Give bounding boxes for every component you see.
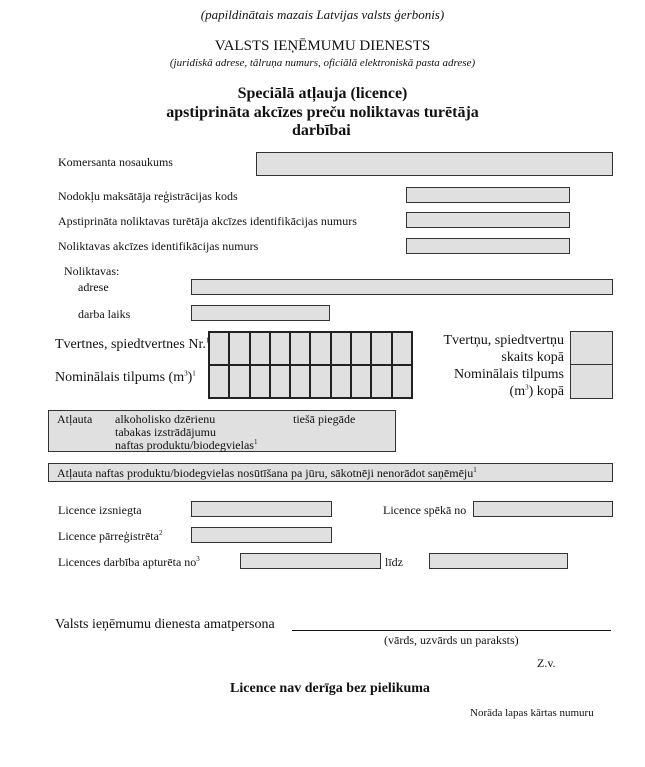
company-field[interactable] xyxy=(256,152,613,176)
tax-code-label: Nodokļu maksātāja reģistrācijas kods xyxy=(58,189,238,203)
tank-number-label: Tvertnes, spiedtvertnes Nr.$^1$ xyxy=(55,336,210,352)
hours-label: darba laiks xyxy=(78,307,131,321)
total-volume-label-1: Nominālais tilpums xyxy=(453,367,564,382)
suspended-until-field[interactable] xyxy=(429,553,568,569)
total-volume-label-2: $(m^3)$ kopā xyxy=(509,383,564,399)
reregistered-field[interactable] xyxy=(191,527,332,543)
hours-field[interactable] xyxy=(191,305,330,321)
keeper-id-field[interactable] xyxy=(406,212,570,228)
tank-volume-cell[interactable] xyxy=(250,365,270,398)
valid-from-field[interactable] xyxy=(473,501,613,517)
page-number-note: Norāda lapas kārtas numuru xyxy=(470,707,594,719)
address-label: adrese xyxy=(78,280,109,294)
tank-number-cell[interactable] xyxy=(290,332,310,365)
organization-details: (juridiskā adrese, tālruņa numurs, oficiālā elektroniskā pasta adrese) xyxy=(169,57,476,69)
tank-number-cell[interactable] xyxy=(270,332,290,365)
title-line-3: darbībai xyxy=(292,122,351,139)
official-label: Valsts ieņēmumu dienesta amatpersona xyxy=(55,617,275,632)
title-line-1: Speciālā atļauja (licence) xyxy=(237,85,408,102)
permit-direct-delivery: tiešā piegāde xyxy=(293,412,356,426)
tank-volume-cell[interactable] xyxy=(229,365,249,398)
warehouse-id-label: Noliktavas akcīzes identifikācijas numurs xyxy=(58,239,259,253)
tax-code-field[interactable] xyxy=(406,187,570,203)
permit-alcohol: alkoholisko dzērienu xyxy=(115,412,216,426)
suspended-label: Licences darbība apturēta $no^3$ xyxy=(58,555,200,569)
tank-volume-cell[interactable] xyxy=(209,365,229,398)
tank-number-cell[interactable] xyxy=(310,332,330,365)
title-line-2: apstiprināta akcīzes preču noliktavas turētāja xyxy=(166,104,479,121)
coat-of-arms-note: (papildinātais mazais Latvijas valsts ģerbonis) xyxy=(200,7,445,22)
company-label: Komersanta nosaukums xyxy=(58,155,173,169)
issued-label: Licence izsniegta xyxy=(58,503,142,517)
tank-volume-cell[interactable] xyxy=(310,365,330,398)
sea-shipment-box xyxy=(48,463,613,482)
permit-tobacco: tabakas izstrādājumu xyxy=(115,425,216,439)
organization-name: VALSTS IEŅĒMUMU DIENESTS xyxy=(214,38,431,54)
tank-volume-cell[interactable] xyxy=(270,365,290,398)
permit-oil: naftas produktu/biodegvielas$^1$ xyxy=(115,438,258,452)
tank-number-cell[interactable] xyxy=(250,332,270,365)
issued-field[interactable] xyxy=(191,501,332,517)
address-field[interactable] xyxy=(191,279,613,295)
tank-volume-cell[interactable] xyxy=(290,365,310,398)
tank-number-cell[interactable] xyxy=(351,332,371,365)
permit-box xyxy=(48,410,396,452)
signature-line[interactable] xyxy=(292,630,611,631)
total-volume-field[interactable] xyxy=(570,364,613,399)
tank-number-cell[interactable] xyxy=(209,332,229,365)
warehouse-label: Noliktavas: xyxy=(64,264,120,278)
tank-grid xyxy=(208,331,413,399)
signature-hint: (vārds, uzvārds un paraksts) xyxy=(384,633,519,647)
seal-mark: Z.v. xyxy=(537,656,556,670)
sea-shipment-label: Atļauta naftas produktu/biodegvielas nosūtīšana pa jūru, sākotnēji nenorādot saņēmēju$^1$ xyxy=(57,466,477,480)
tank-count-label-2: skaits kopā xyxy=(501,350,564,365)
permit-label: Atļauta xyxy=(57,412,93,426)
tank-volume-cell[interactable] xyxy=(371,365,391,398)
until-label: līdz xyxy=(385,555,403,569)
tank-count-field[interactable] xyxy=(570,331,613,365)
warehouse-id-field[interactable] xyxy=(406,238,570,254)
reregistered-label: Licence pārreģistrēta$^2$ xyxy=(58,529,163,543)
tank-volume-cell[interactable] xyxy=(351,365,371,398)
tank-volume-cell[interactable] xyxy=(331,365,351,398)
validity-notice: Licence nav derīga bez pielikuma xyxy=(230,681,430,696)
valid-from-label: Licence spēkā no xyxy=(383,503,467,517)
suspended-from-field[interactable] xyxy=(240,553,381,569)
tank-volume-label: Nominālais tilpums $(m^3)^1$ xyxy=(55,369,196,385)
tank-number-cell[interactable] xyxy=(331,332,351,365)
keeper-id-label: Apstiprināta noliktavas turētāja akcīzes identifikācijas numurs xyxy=(58,214,357,228)
tank-count-label-1: Tvertņu, spiedtvertņu xyxy=(443,333,564,348)
tank-number-cell[interactable] xyxy=(371,332,391,365)
tank-number-cell[interactable] xyxy=(229,332,249,365)
